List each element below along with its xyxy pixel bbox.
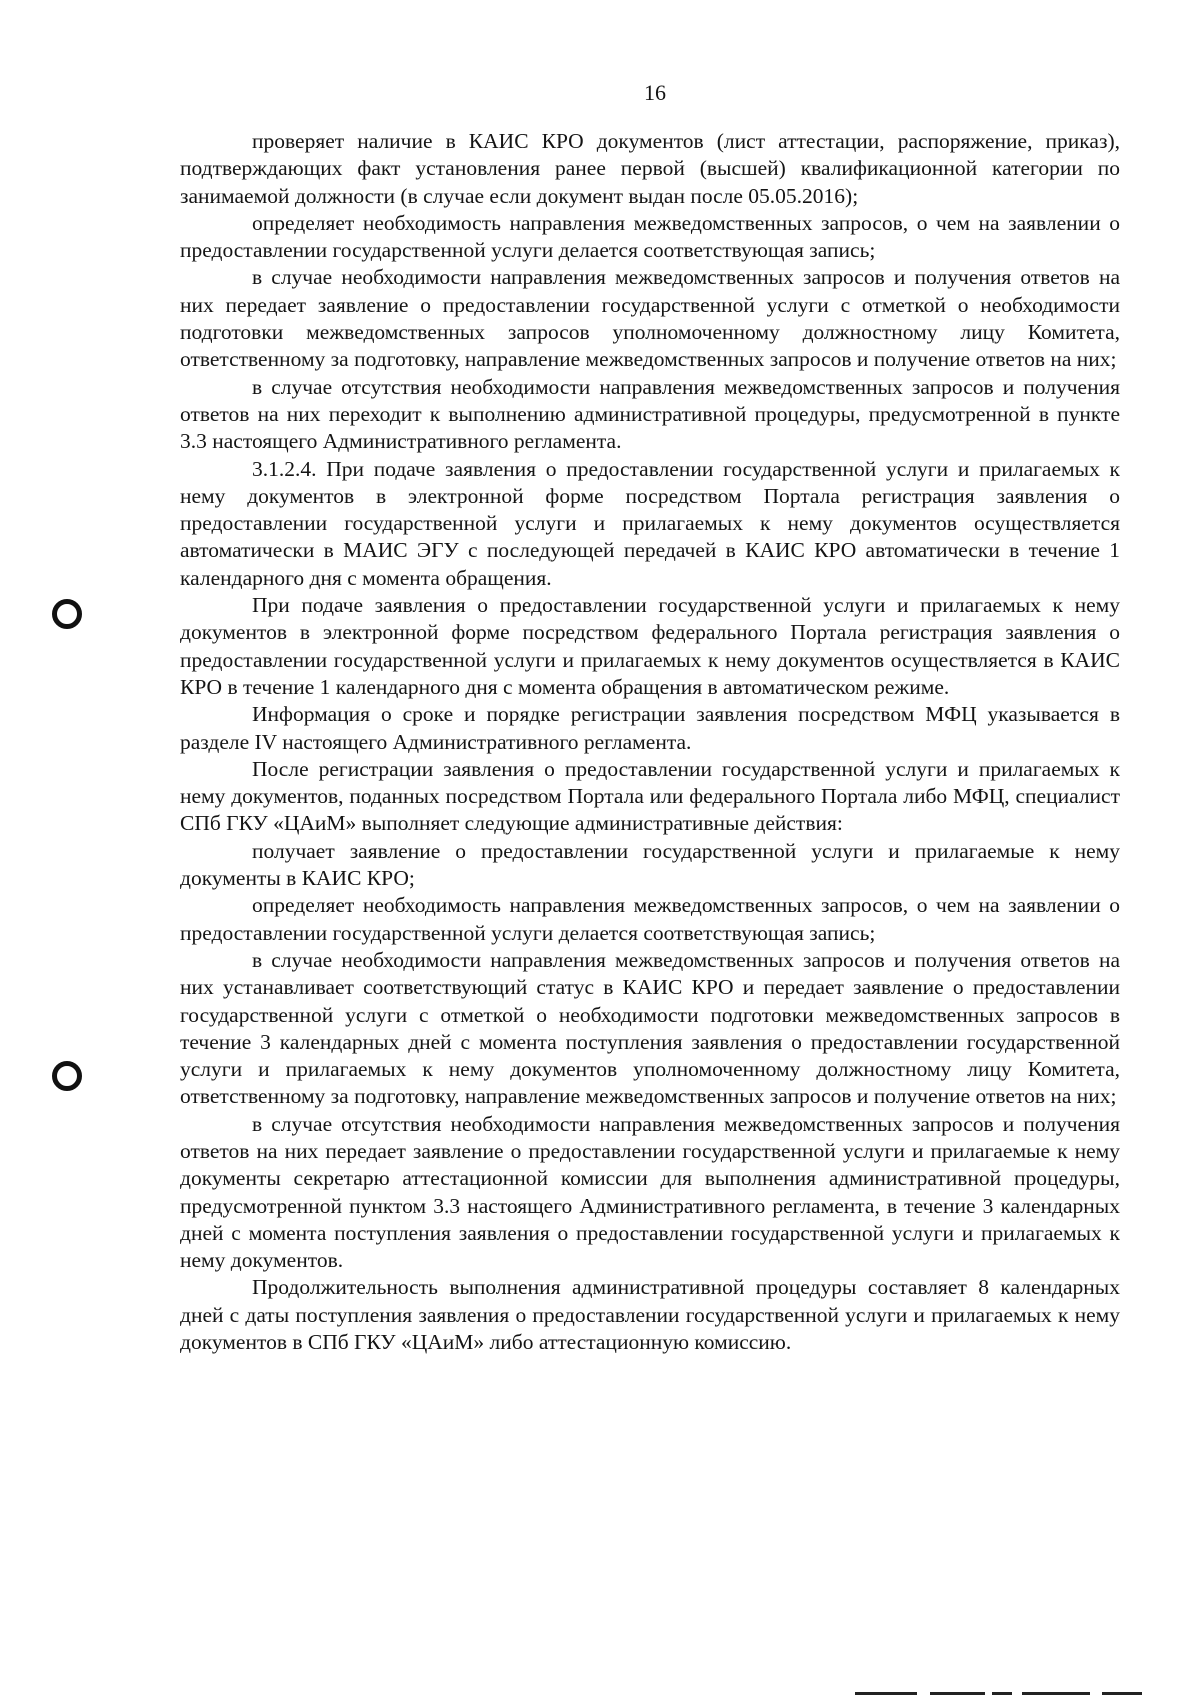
page-number: 16: [644, 80, 666, 105]
scan-edge-mark: [1102, 1692, 1142, 1695]
paragraph: получает заявление о предоставлении государственной услуги и прилагаемые к нему документы в КАИС КРО;: [180, 838, 1120, 891]
paragraph: определяет необходимость направления межведомственных запросов, о чем на заявлении о предоставлении государственной услуги делается соответствующая запись;: [180, 210, 1120, 263]
paragraph: При подаче заявления о предоставлении государственной услуги и прилагаемых к нему документов в электронной форме посредством федерального Портала регистрация заявления о предоставлении государственной услуги и прилагаемых к нему документов осуществляется в КАИС КРО в течение 1 календарного дня с момента обращения в автоматическом режиме.: [180, 593, 1120, 699]
paragraph: в случае необходимости направления межведомственных запросов и получения ответов на них устанавливает соответствующий статус в КАИС КРО и передает заявление о предоставлении государственной услуги с отметкой о необходимости подготовки межведомственных запросов в течение 3 календарных дней с момента поступления заявления о предоставлении государственной услуги и прилагаемых к нему документов уполномоченному должностному лицу Комитета, ответственному за подготовку, направление межведомственных запросов и получение ответов на них;: [180, 947, 1120, 1109]
scan-edge-mark: [1022, 1692, 1090, 1695]
paragraph: в случае отсутствия необходимости направления межведомственных запросов и получения ответов на них передает заявление о предоставлении государственной услуги и прилагаемые к нему документы секретарю аттестационной комиссии для выполнения административной процедуры, предусмотренной пунктом 3.3 настоящего Административного регламента, в течение 3 календарных дней с момента поступления заявления о предоставлении государственной услуги и прилагаемых к нему документов.: [180, 1111, 1120, 1273]
paragraph: в случае отсутствия необходимости направления межведомственных запросов и получения ответов на них переходит к выполнению административной процедуры, предусмотренной в пункте 3.3 настоящего Административного регламента.: [180, 374, 1120, 454]
paragraph: в случае необходимости направления межведомственных запросов и получения ответов на них передает заявление о предоставлении государственной услуги с отметкой о необходимости подготовки межведомственных запросов уполномоченному должностному лицу Комитета, ответственному за подготовку, направление межведомственных запросов и получение ответов на них;: [180, 265, 1120, 372]
scan-edge-mark: [855, 1692, 917, 1695]
paragraph: определяет необходимость направления межведомственных запросов, о чем на заявлении о предоставлении государственной услуги делается соответствующая запись;: [180, 893, 1120, 945]
scan-edge-mark: [992, 1692, 1012, 1695]
paragraph: проверяет наличие в КАИС КРО документов (лист аттестации, распоряжение, приказ), подтверждающих факт установления ранее первой (высшей) квалификационной категории по занимаемой должности (в случае если документ выдан после 05.05.2016);: [180, 129, 1120, 208]
paragraph: 3.1.2.4. При подаче заявления о предоставлении государственной услуги и прилагаемых к нему документов в электронной форме посредством Портала регистрация заявления о предоставлении государственной услуги и прилагаемых к нему документов осуществляется автоматически в МАИС ЭГУ с последующей передачей в КАИС КРО автоматически в течение 1 календарного дня с момента обращения.: [180, 456, 1120, 590]
punch-hole-mark: [52, 599, 82, 629]
paragraph: Информация о сроке и порядке регистрации заявления посредством МФЦ указывается в разделе IV настоящего Административного регламента.: [180, 702, 1120, 754]
punch-hole-mark: [52, 1061, 82, 1091]
scan-edge-mark: [930, 1692, 985, 1695]
paragraph: После регистрации заявления о предоставлении государственной услуги и прилагаемых к нему документов, поданных посредством Портала или федерального Портала либо МФЦ, специалист СПб ГКУ «ЦАиМ» выполняет следующие административные действия:: [180, 756, 1120, 836]
paragraph: Продолжительность выполнения административной процедуры составляет 8 календарных дней с даты поступления заявления о предоставлении государственной услуги и прилагаемых к нему документов в СПб ГКУ «ЦАиМ» либо аттестационную комиссию.: [180, 1275, 1120, 1355]
document-body: [180, 128, 1120, 1356]
